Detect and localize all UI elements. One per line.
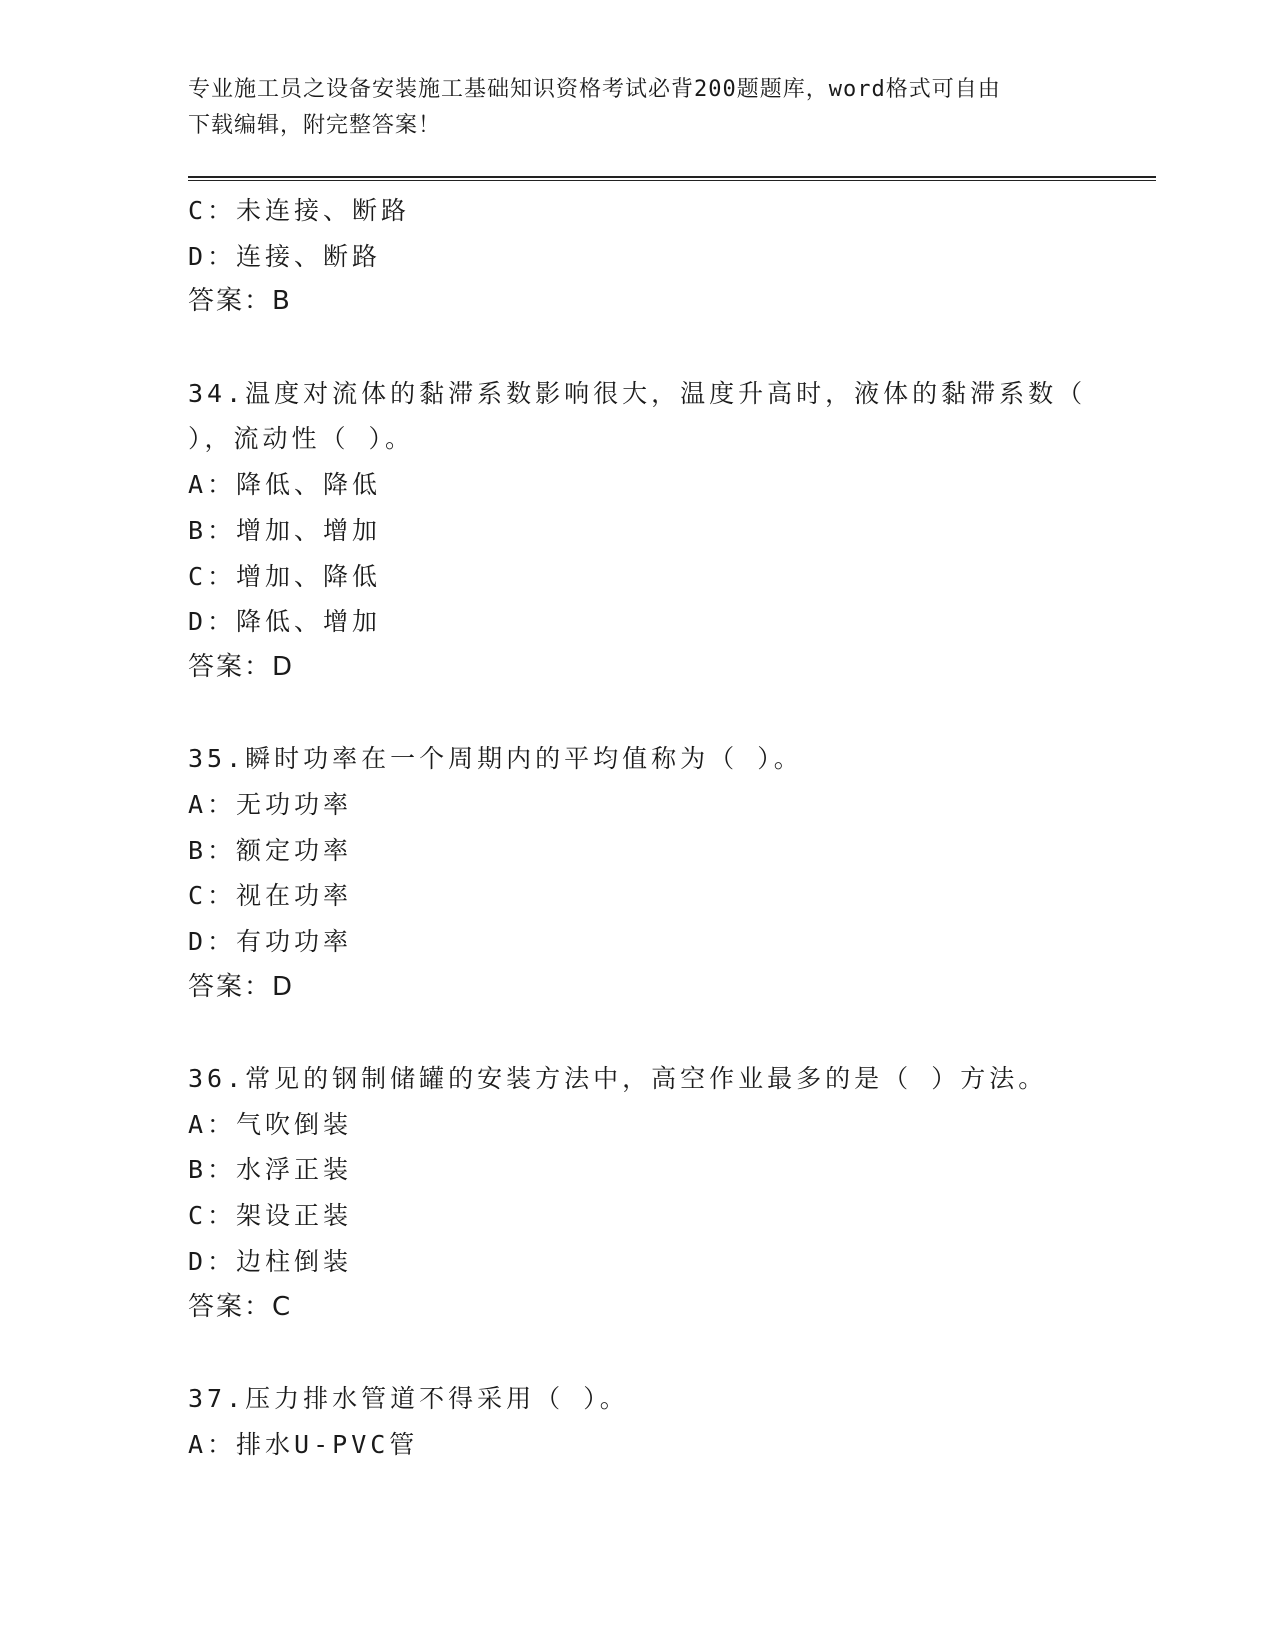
option-d: D：有功功率 <box>188 927 353 956</box>
spacer <box>188 325 1088 371</box>
header-divider <box>188 176 1156 181</box>
document-body <box>188 188 1088 1467</box>
question-stem-35: 35.瞬时功率在一个周期内的平均值称为（ ）。 <box>188 744 803 774</box>
option-c: C：未连接、断路 <box>188 196 411 225</box>
header-line-2: 下载编辑，附完整答案！ <box>188 113 442 138</box>
header-line-1: 专业施工员之设备安装施工基础知识资格考试必背200题题库，word格式可自由 <box>188 77 1001 102</box>
question-stem-37: 37.压力排水管道不得采用（ ）。 <box>188 1383 629 1413</box>
option-c: C：增加、降低 <box>188 561 382 591</box>
option-a: A：气吹倒装 <box>188 1109 353 1139</box>
option-d: D：边柱倒装 <box>188 1246 353 1276</box>
spacer <box>188 1010 1088 1056</box>
option-c: C：架设正装 <box>188 1201 353 1231</box>
answer-line: 答案：B <box>188 286 292 317</box>
option-d: D：降低、增加 <box>188 607 382 637</box>
option-a: A：降低、降低 <box>188 470 382 500</box>
option-b: B：增加、增加 <box>188 515 382 545</box>
option-b: B：额定功率 <box>188 835 353 865</box>
spacer <box>188 1330 1088 1376</box>
question-stem-34-cont: ），流动性（ ）。 <box>188 424 415 454</box>
option-c: C：视在功率 <box>188 881 353 911</box>
option-a: A：排水U-PVC管 <box>188 1429 419 1459</box>
document-header <box>188 72 1068 144</box>
option-a: A：无功功率 <box>188 789 353 819</box>
question-stem-36: 36.常见的钢制储罐的安装方法中，高空作业最多的是（ ）方法。 <box>188 1064 1048 1094</box>
option-b: B：水浮正装 <box>188 1155 353 1185</box>
answer-line: 答案：D <box>188 971 295 1002</box>
spacer <box>188 691 1088 737</box>
answer-line: 答案：D <box>188 651 295 682</box>
question-stem-34: 34.温度对流体的黏滞系数影响很大，温度升高时，液体的黏滞系数（ <box>188 378 1087 408</box>
option-d: D：连接、断路 <box>188 241 382 271</box>
answer-line: 答案：C <box>188 1291 293 1322</box>
